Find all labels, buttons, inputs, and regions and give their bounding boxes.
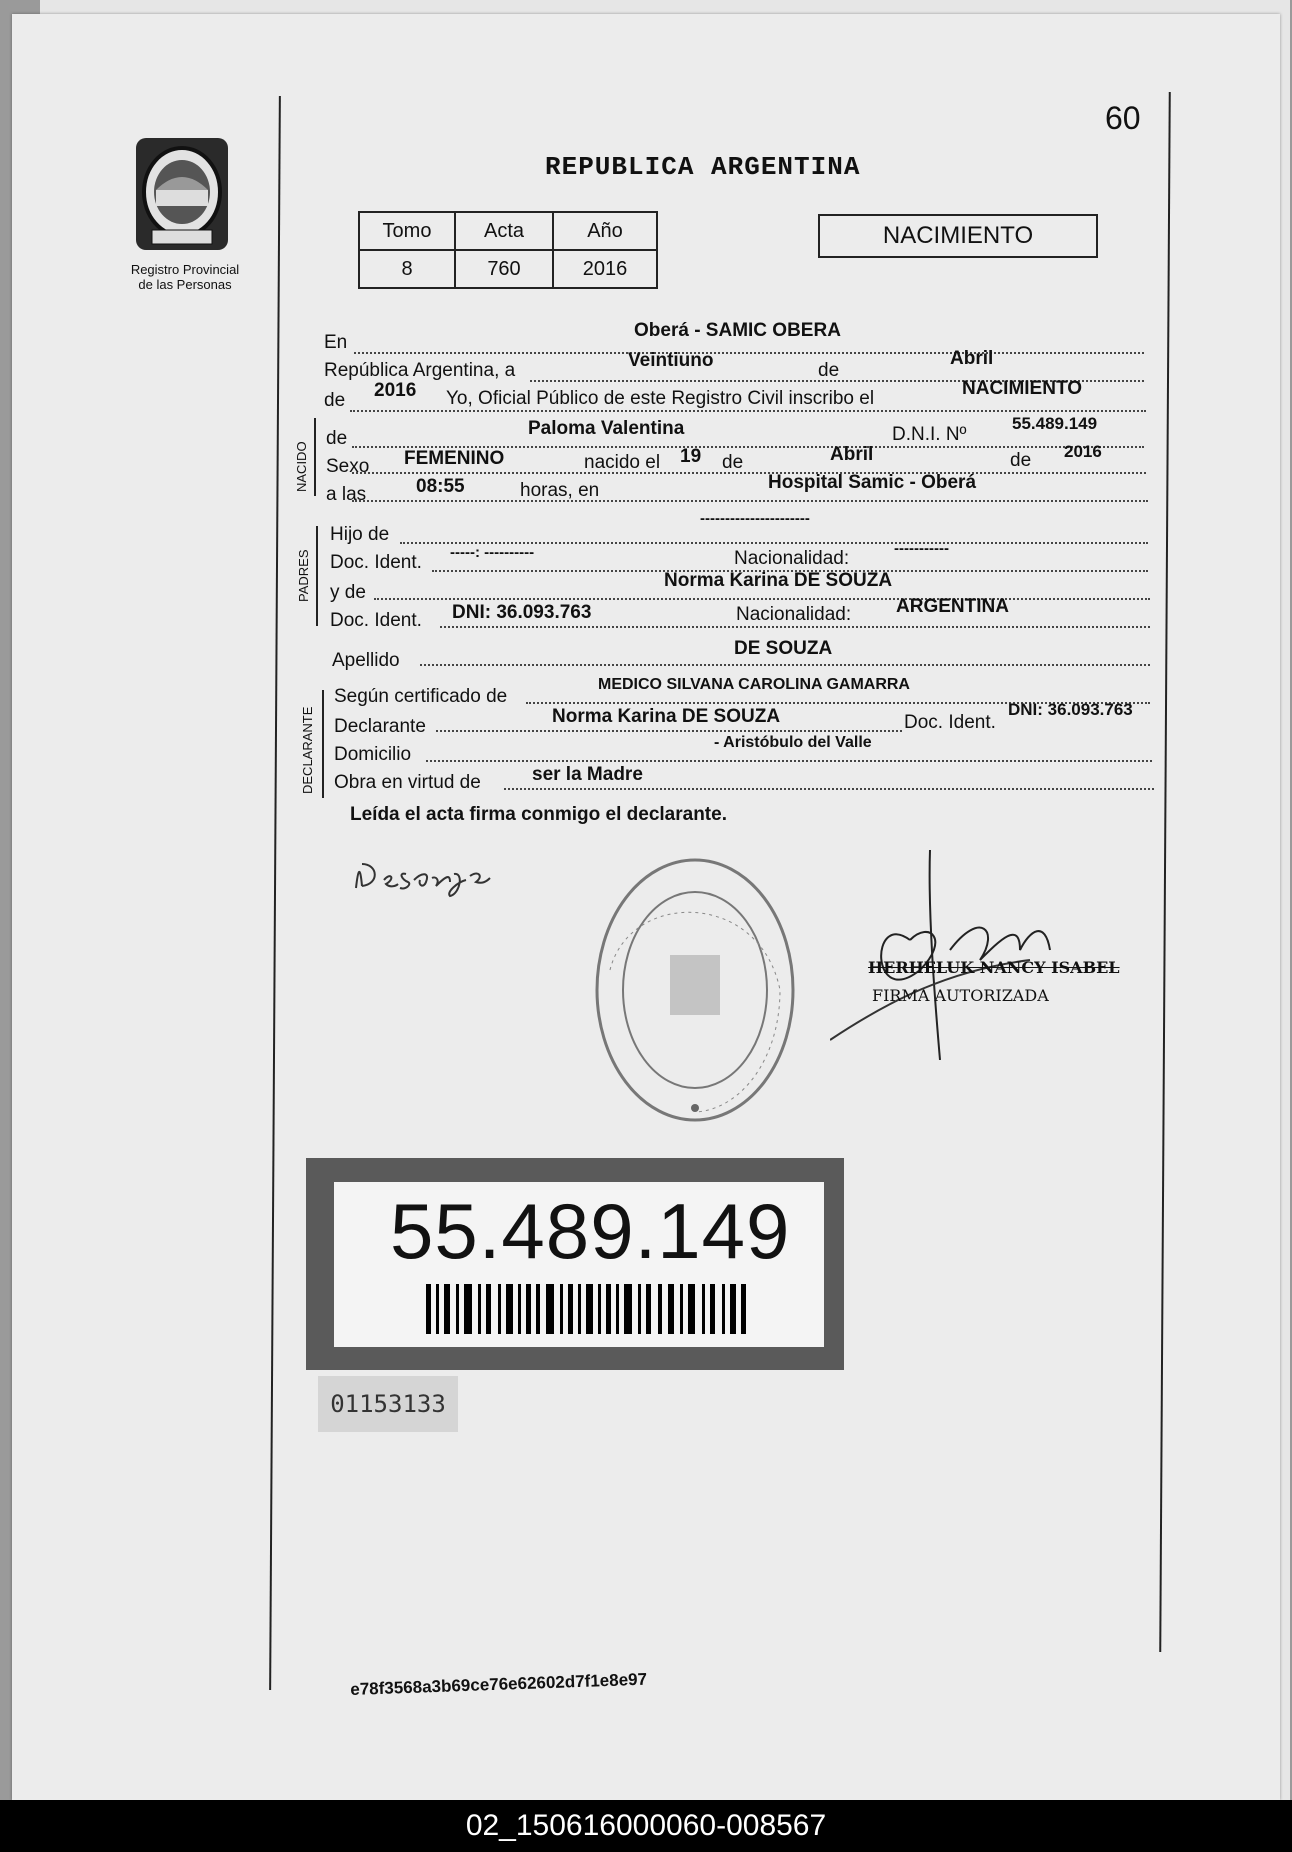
padres-section-label: PADRES: [296, 549, 311, 602]
event-value: NACIMIENTO: [962, 378, 1082, 399]
obra-label: Obra en virtud de: [334, 772, 481, 793]
dotted-line: [352, 500, 1148, 502]
dotted-line: [350, 410, 1146, 412]
certificado-label: Según certificado de: [334, 686, 508, 707]
apellido-value: DE SOUZA: [734, 638, 833, 659]
nacido-de-label3: de: [1010, 450, 1032, 471]
mother-name-value: Norma Karina DE SOUZA: [664, 570, 893, 591]
header-tomo: Tomo: [359, 212, 455, 250]
record-type-box: NACIMIENTO: [818, 214, 1098, 258]
declarant-signature: [350, 850, 530, 900]
authority-role: FIRMA AUTORIZADA: [872, 986, 1049, 1005]
de-label: de: [818, 360, 840, 381]
document-title: REPUBLICA ARGENTINA: [545, 152, 861, 182]
month-value: Abril: [950, 348, 994, 369]
declarante-label: Declarante: [334, 716, 426, 737]
value-acta: 760: [455, 250, 553, 288]
yo-text: Yo, Oficial Público de este Registro Civil inscribo el: [446, 388, 875, 409]
mother-dni-value: DNI: 36.093.763: [452, 602, 592, 623]
dotted-line: [420, 664, 1150, 666]
header-ano: Año: [553, 212, 657, 250]
padres-bracket: [316, 526, 318, 626]
nacido-de-label2: de: [722, 452, 744, 473]
value-tomo: 8: [359, 250, 455, 288]
logo-caption-line1: Registro Provincial: [130, 262, 240, 277]
dotted-line: [426, 760, 1152, 762]
de2-label: de: [324, 390, 346, 411]
yde-label: y de: [330, 582, 366, 603]
certificado-value: MEDICO SILVANA CAROLINA GAMARRA: [598, 676, 910, 693]
declarante-value: Norma Karina DE SOUZA: [552, 706, 781, 727]
en-label: En: [324, 332, 348, 353]
declarante-section-label: DECLARANTE: [300, 706, 315, 794]
dotted-line: [504, 788, 1154, 790]
hijo-value: ----------------------: [700, 510, 810, 527]
dotted-line: [374, 598, 1150, 600]
sexo-label: Sexo: [326, 456, 370, 477]
record-table: [358, 211, 658, 289]
dotted-line: [354, 352, 1144, 354]
mother-nationality-value: ARGENTINA: [896, 596, 1009, 617]
en-value: Oberá - SAMIC OBERA: [634, 320, 841, 341]
a-las-label: a las: [326, 484, 367, 505]
closing-statement: Leída el acta firma conmigo el declarante.: [350, 804, 727, 825]
doc1-value: -----: ----------: [450, 544, 535, 561]
apellido-label: Apellido: [332, 650, 400, 671]
official-seal: [590, 850, 800, 1130]
document-hash: e78f3568a3b69ce76e62602d7f1e8e97: [350, 1669, 648, 1699]
value-ano: 2016: [553, 250, 657, 288]
nac2-label: Nacionalidad:: [736, 604, 852, 625]
footer-code: 02_150616000060-008567: [0, 1800, 1292, 1852]
sticker-label: [334, 1182, 824, 1347]
domicilio-label: Domicilio: [334, 744, 412, 765]
province-crest-logo: [132, 134, 232, 254]
place-value: Hospital Samic - Oberá: [768, 472, 977, 493]
sticker-number: 55.489.149: [390, 1187, 791, 1275]
stamp-number: 01153133: [318, 1376, 458, 1432]
child-name-value: Paloma Valentina: [528, 418, 685, 439]
nacido-section-label: NACIDO: [294, 441, 309, 492]
authority-name: HERHELUK NANCY ISABEL: [868, 958, 1120, 977]
day-value: Veintiuno: [628, 350, 714, 371]
horas-label: horas, en: [520, 480, 600, 501]
declarante-doc-label: Doc. Ident.: [904, 712, 996, 733]
registry-sticker: [306, 1158, 844, 1370]
doc2-label: Doc. Ident.: [330, 610, 422, 631]
sexo-value: FEMENINO: [404, 448, 505, 469]
republica-label: República Argentina, a: [324, 360, 516, 381]
birth-year-value: 2016: [1064, 442, 1102, 461]
dotted-line: [352, 472, 1146, 474]
authority-signature: [830, 850, 1090, 1060]
dni-value: 55.489.149: [1012, 414, 1098, 433]
nac1-value: -----------: [894, 540, 949, 557]
nacido-el-label: nacido el: [584, 452, 661, 473]
logo-caption: [110, 262, 260, 292]
dotted-line: [436, 730, 902, 732]
dotted-line: [440, 626, 1150, 628]
birth-month-value: Abril: [830, 444, 874, 465]
obra-value: ser la Madre: [532, 764, 643, 785]
year-value: 2016: [374, 380, 417, 401]
doc1-label: Doc. Ident.: [330, 552, 422, 573]
page-number: 60: [1105, 100, 1141, 136]
logo-caption-line2: de las Personas: [138, 277, 232, 292]
domicilio-value: - Aristóbulo del Valle: [714, 734, 872, 751]
time-value: 08:55: [416, 476, 465, 497]
nacido-bracket: [314, 418, 316, 496]
declarante-bracket: [322, 690, 324, 798]
header-acta: Acta: [455, 212, 553, 250]
dni-label: D.N.I. Nº: [892, 424, 967, 445]
hijo-label: Hijo de: [330, 524, 390, 545]
birth-day-value: 19: [680, 446, 702, 467]
nacido-de-label: de: [326, 428, 348, 449]
nac1-label: Nacionalidad:: [734, 548, 850, 569]
declarante-doc-value: DNI: 36.093.763: [1008, 700, 1133, 719]
barcode: [426, 1284, 746, 1334]
